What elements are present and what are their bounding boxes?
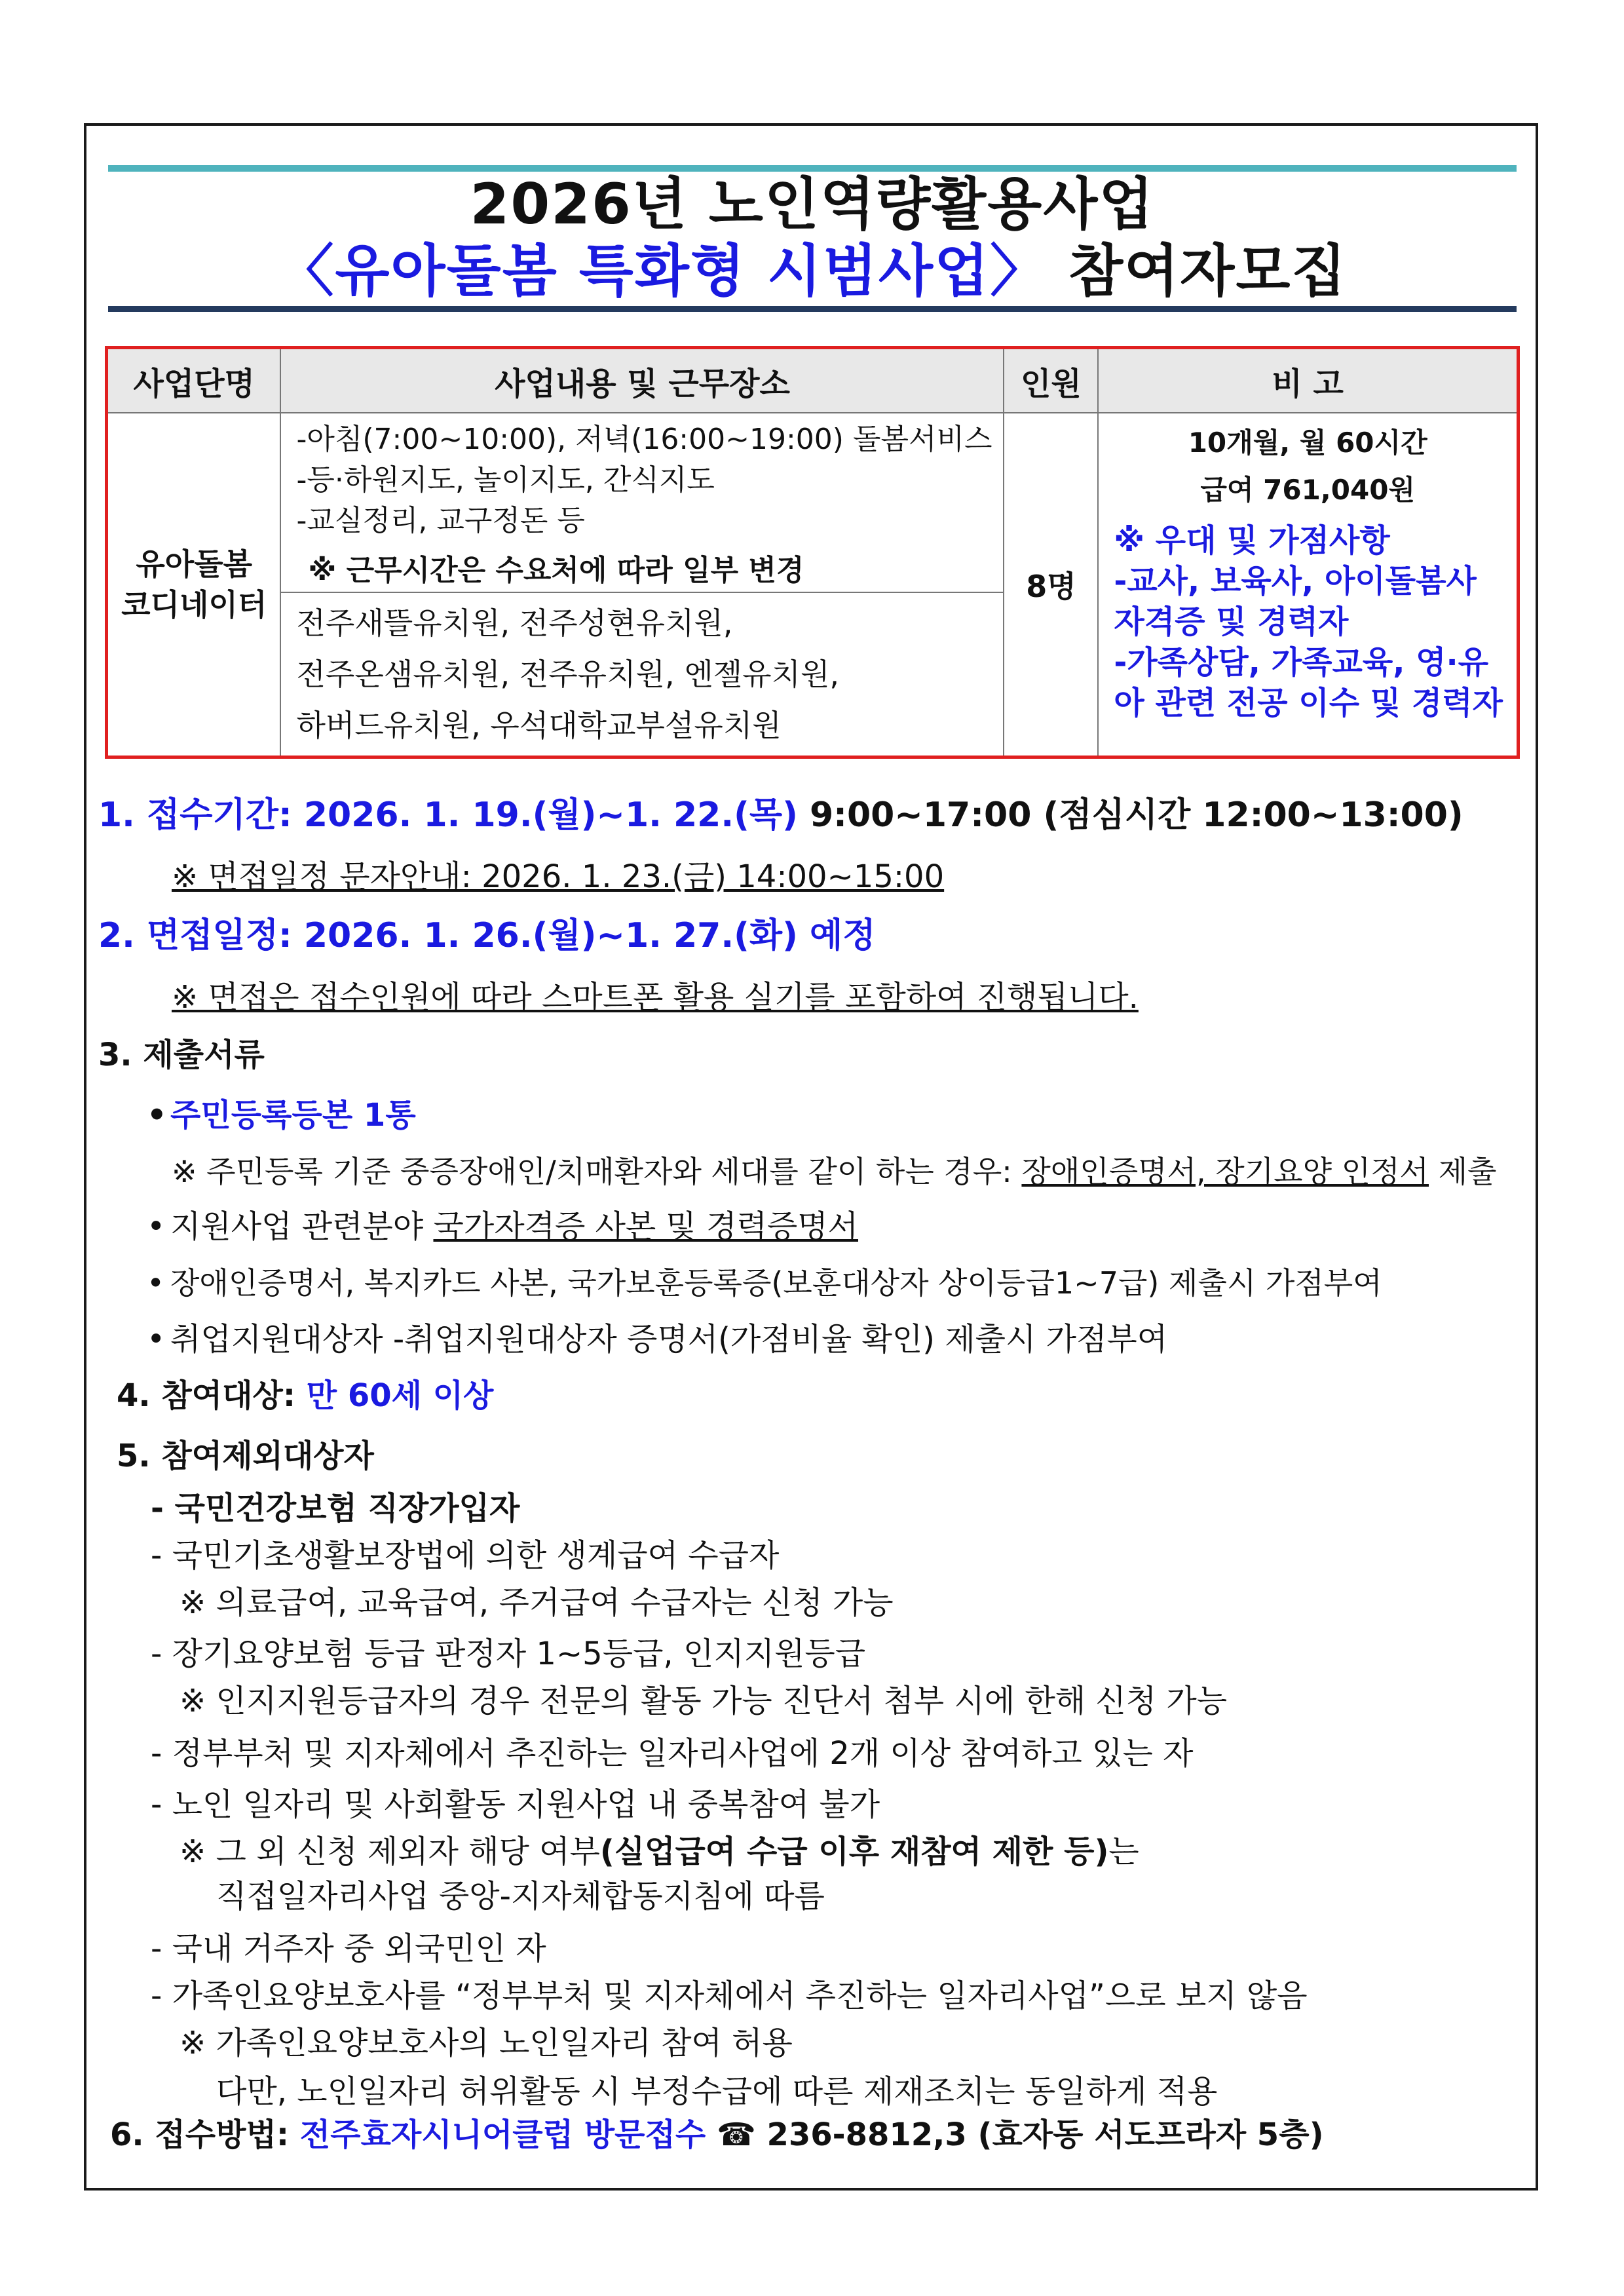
title-rest: 참여자모집	[1048, 239, 1348, 304]
note-cell	[1098, 413, 1518, 757]
exclusion-other-note-line2: 직접일자리사업 중앙-지자체합동지침에 따름	[216, 1878, 825, 1915]
exclusion-other-note: ※ 그 외 신청 제외자 해당 여부(실업급여 수급 이후 재참여 제한 등)는	[179, 1833, 1139, 1870]
headcount-cell: 8명	[1004, 413, 1098, 757]
section-5-label: 5. 참여제외대상자	[117, 1438, 374, 1474]
section-6-method	[110, 2115, 1324, 2154]
table-header-row	[107, 348, 1519, 413]
exclusion-note: ※ 인지지원등급자의 경우 전문의 활동 가능 진단서 첨부 시에 한해 신청 가능	[179, 1683, 1228, 1719]
section-4-value: 만 60세 이상	[306, 1377, 494, 1414]
note-period: 10개월, 월 60시간	[1188, 427, 1427, 459]
exclusion-note: ※ 의료급여, 교육급여, 주거급여 수급자는 신청 가능	[179, 1584, 894, 1621]
page-title-line2	[108, 236, 1517, 307]
exclusion-item: - 국내 거주자 중 외국민인 자	[151, 1930, 546, 1967]
places-cell	[280, 592, 1004, 757]
section-2-interview: 2. 면접일정: 2026. 1. 26.(월)~1. 27.(화) 예정	[98, 916, 876, 955]
header-program: 사업단명	[107, 348, 281, 413]
title-bottom-rule	[108, 306, 1517, 312]
note-pay: 급여 761,040원	[1200, 474, 1416, 506]
bullet-icon: •	[147, 1321, 166, 1358]
bullet-icon: •	[147, 1208, 166, 1245]
section-4-label: 4. 참여대상:	[117, 1377, 307, 1414]
duties-cell	[280, 413, 1004, 592]
program-name-line1: 유아돌봄	[136, 546, 253, 582]
bullet-icon: •	[147, 1265, 165, 1301]
place-line: 전주온샘유치원, 전주유치원, 엔젤유치원,	[296, 657, 840, 692]
preference-list	[1099, 514, 1516, 730]
doc-item-1-note: ※ 주민등록 기준 중증장애인/치매환자와 세대를 같이 하는 경우: 장애인증명서, 장기요양 인정서 제출	[172, 1154, 1497, 1189]
doc-item-4: • 취업지원대상자 -취업지원대상자 증명서(가점비율 확인) 제출시 가점부여	[147, 1321, 1168, 1358]
section-1-label: 1. 접수기간: 2026. 1. 19.(월)~1. 22.(목)	[98, 795, 798, 835]
table-row-duties	[107, 413, 1519, 592]
duties-note: ※ 근무시간은 수요처에 따라 일부 변경	[308, 554, 804, 587]
doc-item-2: • 지원사업 관련분야 국가자격증 사본 및 경력증명서	[147, 1208, 859, 1245]
preference-line: 자격증 및 경력자	[1114, 603, 1349, 640]
preference-line: 아 관련 전공 이수 및 경력자	[1114, 685, 1503, 721]
doc-item-1: • 주민등록등본 1통	[147, 1097, 416, 1134]
program-name-cell	[107, 413, 281, 757]
section-1-time: 9:00~17:00	[797, 795, 1044, 835]
section-3-label: 3. 제출서류	[98, 1037, 265, 1073]
exclusion-item: - 가족인요양보호사를 “정부부처 및 지자체에서 추진하는 일자리사업”으로 보지 않음	[151, 1978, 1308, 2014]
exclusion-note-line2: 다만, 노인일자리 허위활동 시 부정수급에 따른 제재조치는 동일하게 적용	[216, 2073, 1218, 2110]
section-4-target	[117, 1376, 493, 1415]
duty-item: -아침(7:00~10:00), 저녁(16:00~19:00) 돌봄서비스	[296, 423, 992, 456]
section-1-lunch: (점심시간 12:00~13:00)	[1043, 795, 1463, 835]
header-content: 사업내용 및 근무장소	[280, 348, 1004, 413]
section-1-period	[98, 795, 1463, 835]
exclusion-item: - 국민기초생활보장법에 의한 생계급여 수급자	[151, 1537, 780, 1574]
preference-line: ※ 우대 및 가점사항	[1114, 522, 1390, 559]
preference-line: -교사, 보육사, 아이돌봄사	[1114, 563, 1477, 600]
exclusion-item: - 정부부처 및 지자체에서 추진하는 일자리사업에 2개 이상 참여하고 있는 자	[151, 1735, 1194, 1772]
section-6-label: 6. 접수방법:	[110, 2116, 300, 2153]
exclusion-item: - 장기요양보험 등급 판정자 1~5등급, 인지지원등급	[151, 1636, 866, 1672]
duty-item: -교실정리, 교구정돈 등	[296, 504, 585, 537]
section-6-value: 전주효자시니어클럽 방문접수	[299, 2116, 706, 2153]
section-6-phone: ☎ 236-8812,3 (효자동 서도프라자 5층)	[706, 2116, 1324, 2153]
title-highlight: 〈유아돌봄 특화형 시범사업〉	[277, 239, 1048, 304]
exclusion-note: ※ 가족인요양보호사의 노인일자리 참여 허용	[179, 2025, 793, 2061]
recruitment-table	[105, 346, 1520, 759]
exclusion-item: - 국민건강보험 직장가입자	[151, 1490, 520, 1527]
place-line: 하버드유치원, 우석대학교부설유치원	[296, 708, 782, 743]
place-line: 전주새뜰유치원, 전주성현유치원,	[296, 605, 733, 641]
header-note: 비 고	[1098, 348, 1518, 413]
section-2-note: ※ 면접은 접수인원에 따라 스마트폰 활용 실기를 포함하여 진행됩니다.	[172, 979, 1139, 1016]
exclusion-item: - 노인 일자리 및 사회활동 지원사업 내 중복참여 불가	[151, 1786, 880, 1823]
duty-item: -등·하원지도, 놀이지도, 간식지도	[296, 463, 715, 497]
header-headcount: 인원	[1004, 348, 1098, 413]
program-name-line2: 코디네이터	[121, 587, 267, 622]
doc-item-3: • 장애인증명서, 복지카드 사본, 국가보훈등록증(보훈대상자 상이등급1~7급) 제출시 가점부여	[147, 1263, 1382, 1303]
bullet-icon: •	[147, 1097, 167, 1134]
section-1-note: ※ 면접일정 문자안내: 2026. 1. 23.(금) 14:00~15:00	[172, 858, 945, 895]
preference-line: -가족상담, 가족교육, 영·유	[1114, 644, 1489, 681]
page-title-line1: 2026년 노인역량활용사업	[470, 172, 1155, 237]
